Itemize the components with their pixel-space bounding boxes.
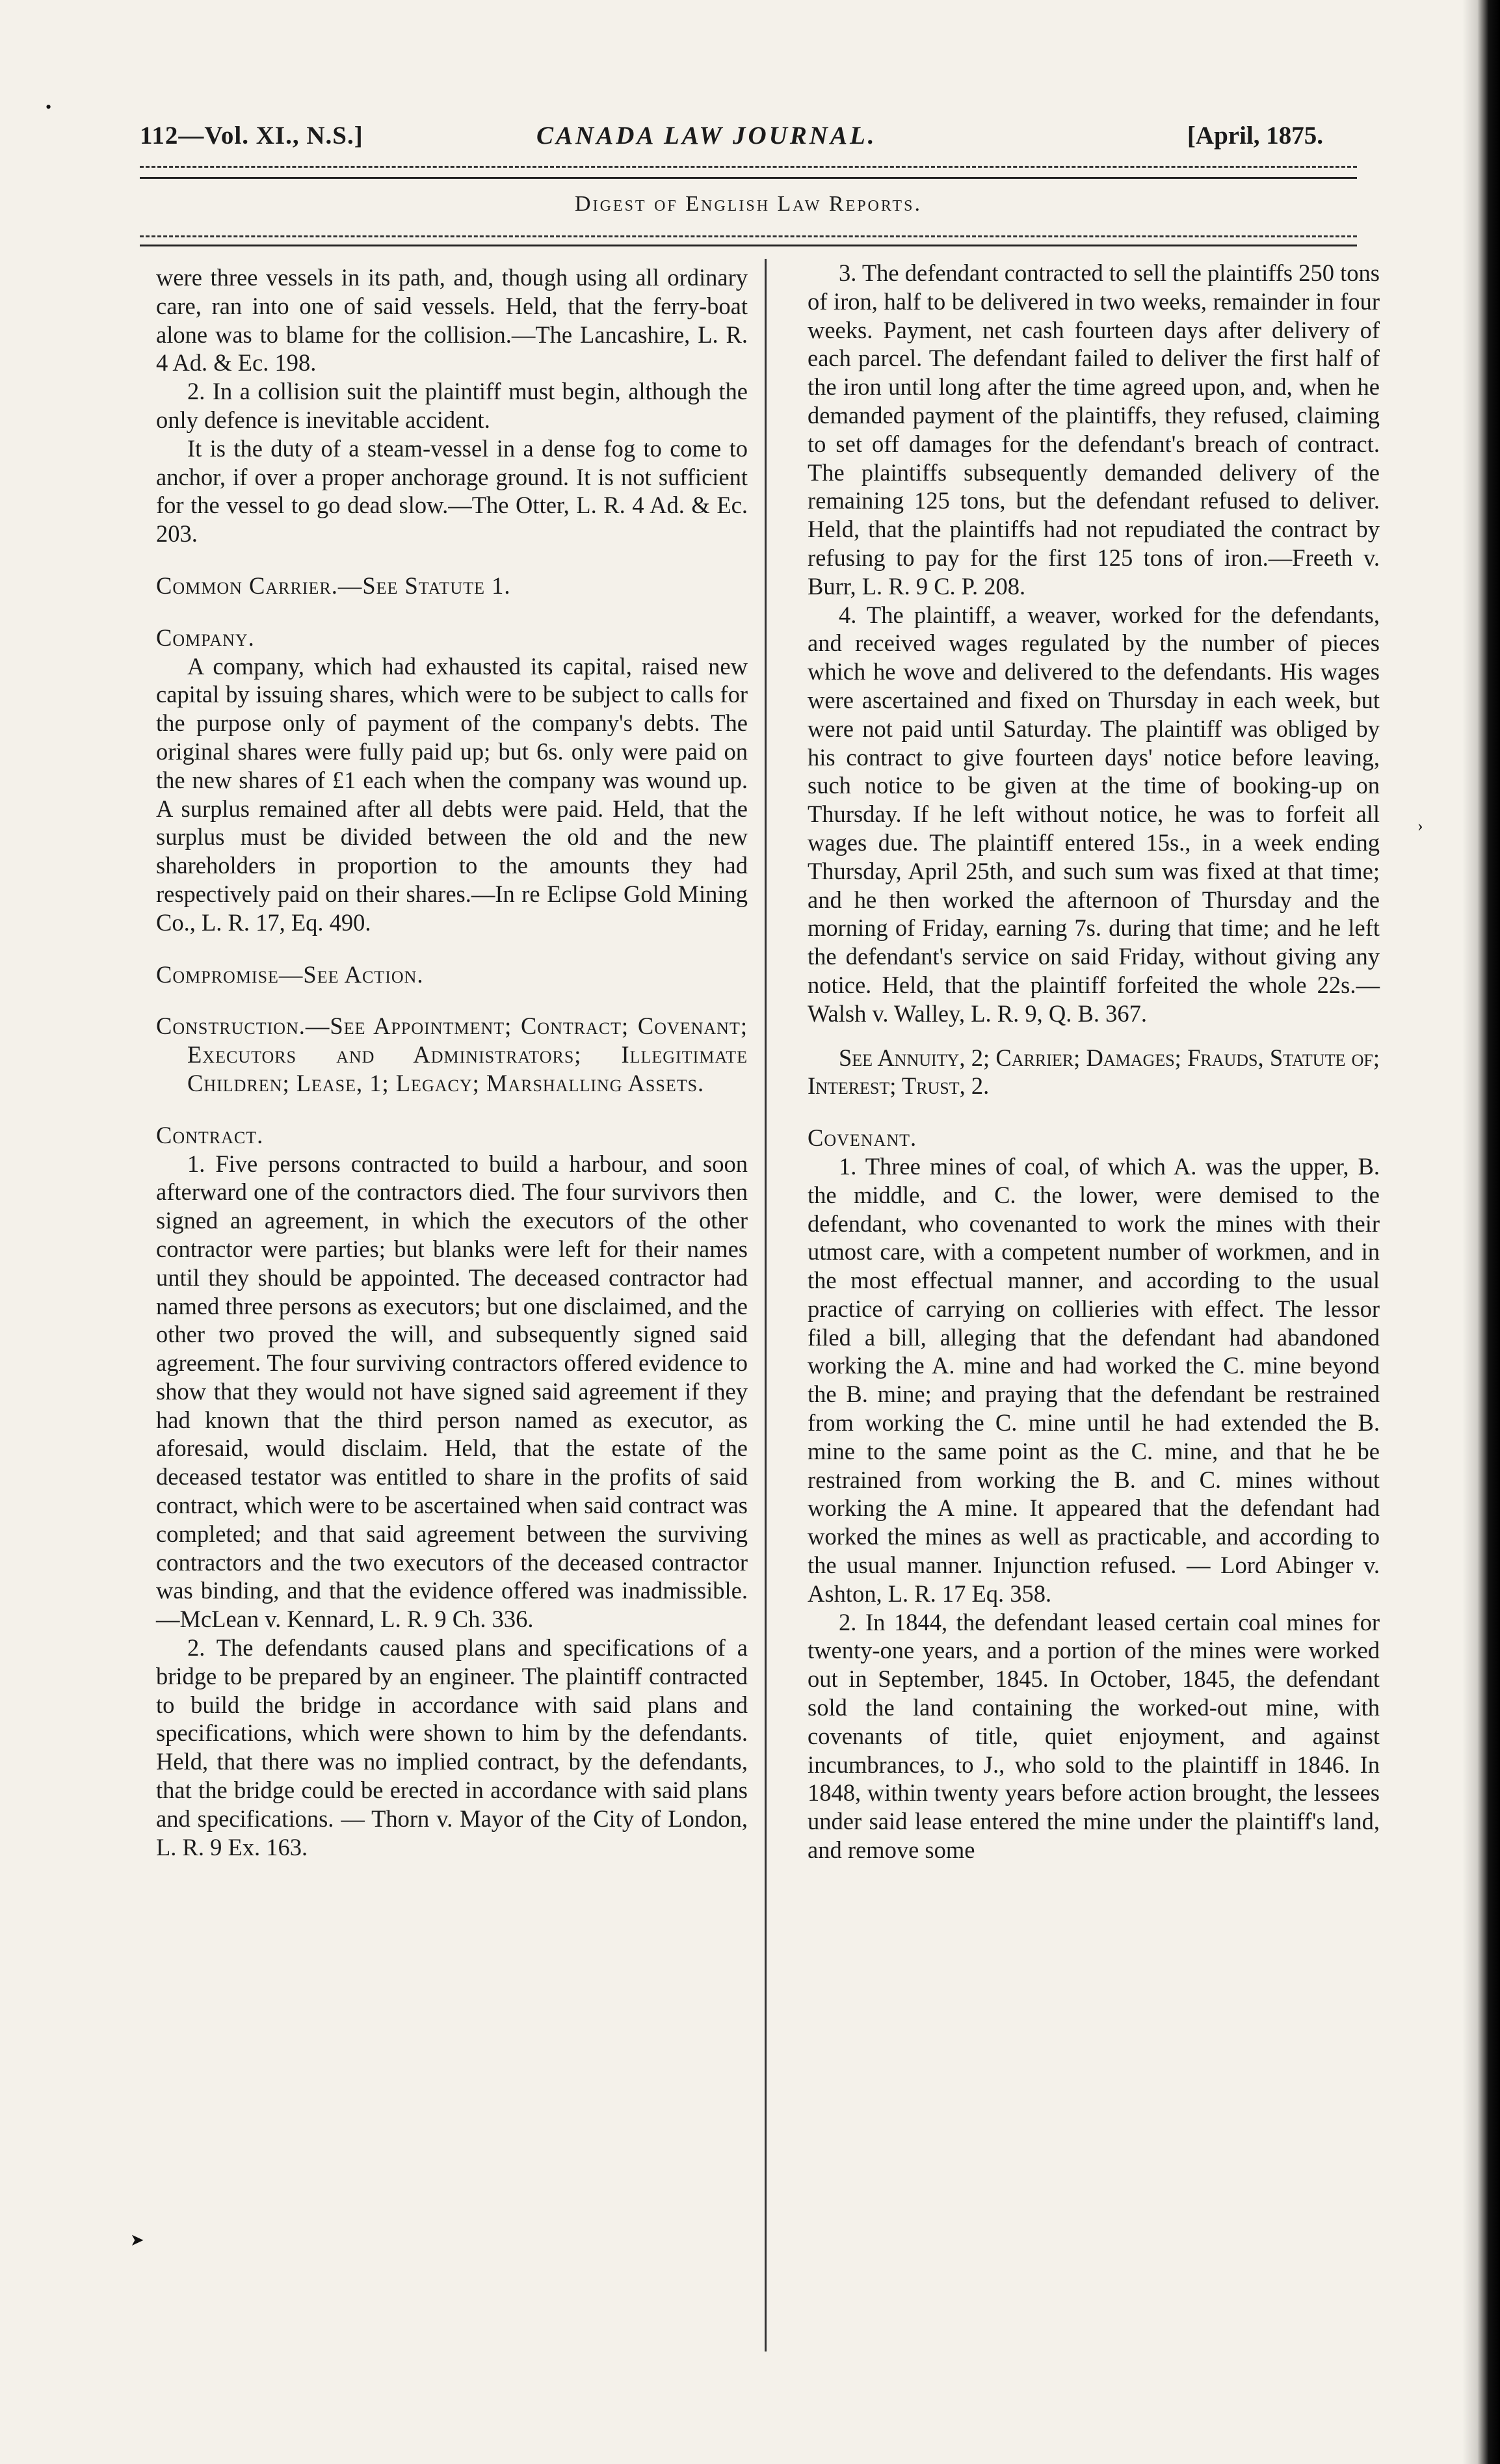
paragraph-coal-mines-lease: 2. In 1844, the defendant leased certain coal mines for twenty-one years, and a portion of the mines were worked out in September, 1845. In October, 1845, the defendant sold the land containing the worked-out mine, with covenants of title, quiet enjoyment, and against incumbrances, to J., who sold to the plaintiff in 1846. In 1848, within twenty years before action brought, the lessees under said lease entered the mine under the plaintiff's land, and remove some [808, 1608, 1380, 1864]
paragraph-freeth-v-burr: 3. The defendant contracted to sell the plaintiffs 250 tons of iron, half to be delivered in two weeks, remainder in four weeks. Payment, net cash fourteen days after delivery of each parcel. The defendant failed to deliver the first half of the iron until long after the time agreed upon, and, when he demanded payment of the plaintiffs, they refused, claiming to set off damages for the defendant's breach of contract. The plaintiffs subsequently demanded delivery of the remaining 125 tons, but the defendant refused to deliver. Held, that the plaintiffs had not repudiated the contract by refusing to pay for the first 125 tons of iron.—Freeth v. Burr, L. R. 9 C. P. 208. [808, 259, 1380, 600]
section-rule-bottom [140, 245, 1357, 246]
page-edge-shadow [1462, 0, 1500, 2464]
issue-date: [April, 1875. [1187, 122, 1323, 150]
margin-pointer-icon: ➤ [130, 2231, 144, 2249]
paragraph-eclipse-gold-mining: A company, which had exhausted its capital, raised new capital by issuing shares, which were to be subject to calls for the purpose only of payment of the company's debts. The original shares were fully paid up; but 6s. only were paid on the new shares of £1 each when the company was wound up. A surplus remained after all debts were paid. Held, that the surplus must be divided between the old and the new shareholders in proportion to the amounts they had respectively paid on their shares.—In re Eclipse Gold Mining Co., L. R. 17, Eq. 490. [156, 652, 748, 936]
paragraph-lancashire: were three vessels in its path, and, though using all ordinary care, ran into one of said vessels. Held, that the ferry-boat alone was to blame for the collision.—The Lancashire, L. R. 4 Ad. & Ec. 198. [156, 264, 748, 377]
margin-tick-icon: › [1417, 816, 1423, 835]
cross-reference-see-also: See Annuity, 2; Carrier; Damages; Frauds, Statute of; Interest; Trust, 2. [808, 1044, 1380, 1100]
journal-title: CANADA LAW JOURNAL. [536, 122, 877, 150]
heading-company: Company. [156, 624, 255, 651]
heading-compromise: Compromise—See Action. [156, 960, 424, 988]
heading-construction: Construction.—See Appointment; Contract; Covenant; Executors and Administrators; Illegitimate Children; Lease, 1; Legacy; Marshalling Assets. [156, 1013, 748, 1096]
page-reference: 112—Vol. XI., N.S.] [140, 122, 363, 150]
heading-common-carrier: Common Carrier.—See Statute 1. [156, 572, 511, 599]
paragraph-walsh-v-walley: 4. The plaintiff, a weaver, worked for the defendants, and received wages regulated by the number of pieces which he wove and delivered to the defendants. His wages were ascertained and fixed on Thursday in each week, but were not paid until Saturday. The plaintiff was obliged by his contract to give fourteen days' notice before leaving, such notice to be given at the time of booking-up on Thursday. If he left without notice, he was to forfeit all wages due. The plaintiff entered 15s., in a week ending Thursday, April 25th, and such sum was fixed at that time; and he then worked the afternoon of Thursday and the morning of Friday, earning 7s. during that time; and he left the defendant's service on said Friday, without giving any notice. Held, that the plaintiff forfeited the whole 22s.—Walsh v. Walley, L. R. 9, Q. B. 367. [808, 601, 1380, 1027]
paragraph-collision-suit: 2. In a collision suit the plaintiff must begin, although the only defence is inevitable accident. [156, 378, 748, 433]
column-divider [765, 259, 767, 2351]
paragraph-abinger-v-ashton: 1. Three mines of coal, of which A. was the upper, B. the middle, and C. the lower, were demised to the defendant, who covenanted to work the mines with their utmost care, with a competent number of workmen, and in the most effectual manner, and according to the usual practice of carrying on collieries with effect. The lessor filed a bill, alleging that the defendant had abandoned working the A. mine and had worked the C. mine beyond the B. mine; and praying that the defendant be restrained from working the C. mine until he had extended the B. mine to the same point as the C. mine, and that he be restrained from working the B. and C. mines without working the A mine. It appeared that the defendant had worked the mines as well as practicable, and according to the usual manner. Injunction refused. — Lord Abinger v. Ashton, L. R. 17 Eq. 358. [808, 1152, 1380, 1607]
header-rule-top [140, 166, 1357, 168]
paragraph-the-otter: It is the duty of a steam-vessel in a dense fog to come to anchor, if over a proper anchorage ground. It is not sufficient for the vessel to go dead slow.—The Otter, L. R. 4 Ad. & Ec. 203. [156, 434, 748, 548]
section-rule-top [140, 235, 1357, 237]
paragraph-mclean-v-kennard: 1. Five persons contracted to build a harbour, and soon afterward one of the contractors died. The four survivors then signed an agreement, in which the executors of the other contractor were parties; but blanks were left for their names until they should be appointed. The deceased contractor had named three persons as executors; but one disclaimed, and the other two proved the will, and subsequently signed said agreement. The four surviving contractors offered evidence to show that they would not have signed said agreement if they had known that the third person named as executor, as aforesaid, would disclaim. Held, that the estate of the deceased testator was entitled to share in the profits of said contract, which were to be ascertained when said contract was completed; and that said agreement between the surviving contractors and the two executors of the deceased contractor was binding, and that the evidence offered was inadmissible.—McLean v. Kennard, L. R. 9 Ch. 336. [156, 1150, 748, 1633]
heading-contract: Contract. [156, 1121, 264, 1148]
heading-covenant: Covenant. [808, 1124, 917, 1152]
header-rule-bottom [140, 177, 1357, 179]
section-title: Digest of English Law Reports. [575, 192, 922, 216]
right-column [808, 259, 1380, 1864]
left-column [156, 263, 748, 1861]
margin-speck-icon: • [46, 98, 52, 116]
paragraph-thorn-v-mayor: 2. The defendants caused plans and specifications of a bridge to be prepared by an engineer. The plaintiff contracted to build the bridge in accordance with said plans and specifications, which were shown to him by the defendants. Held, that there was no implied contract, by the defendants, that the bridge could be erected in accordance with said plans and specifications. — Thorn v. Mayor of the City of London, L. R. 9 Ex. 163. [156, 1634, 748, 1861]
